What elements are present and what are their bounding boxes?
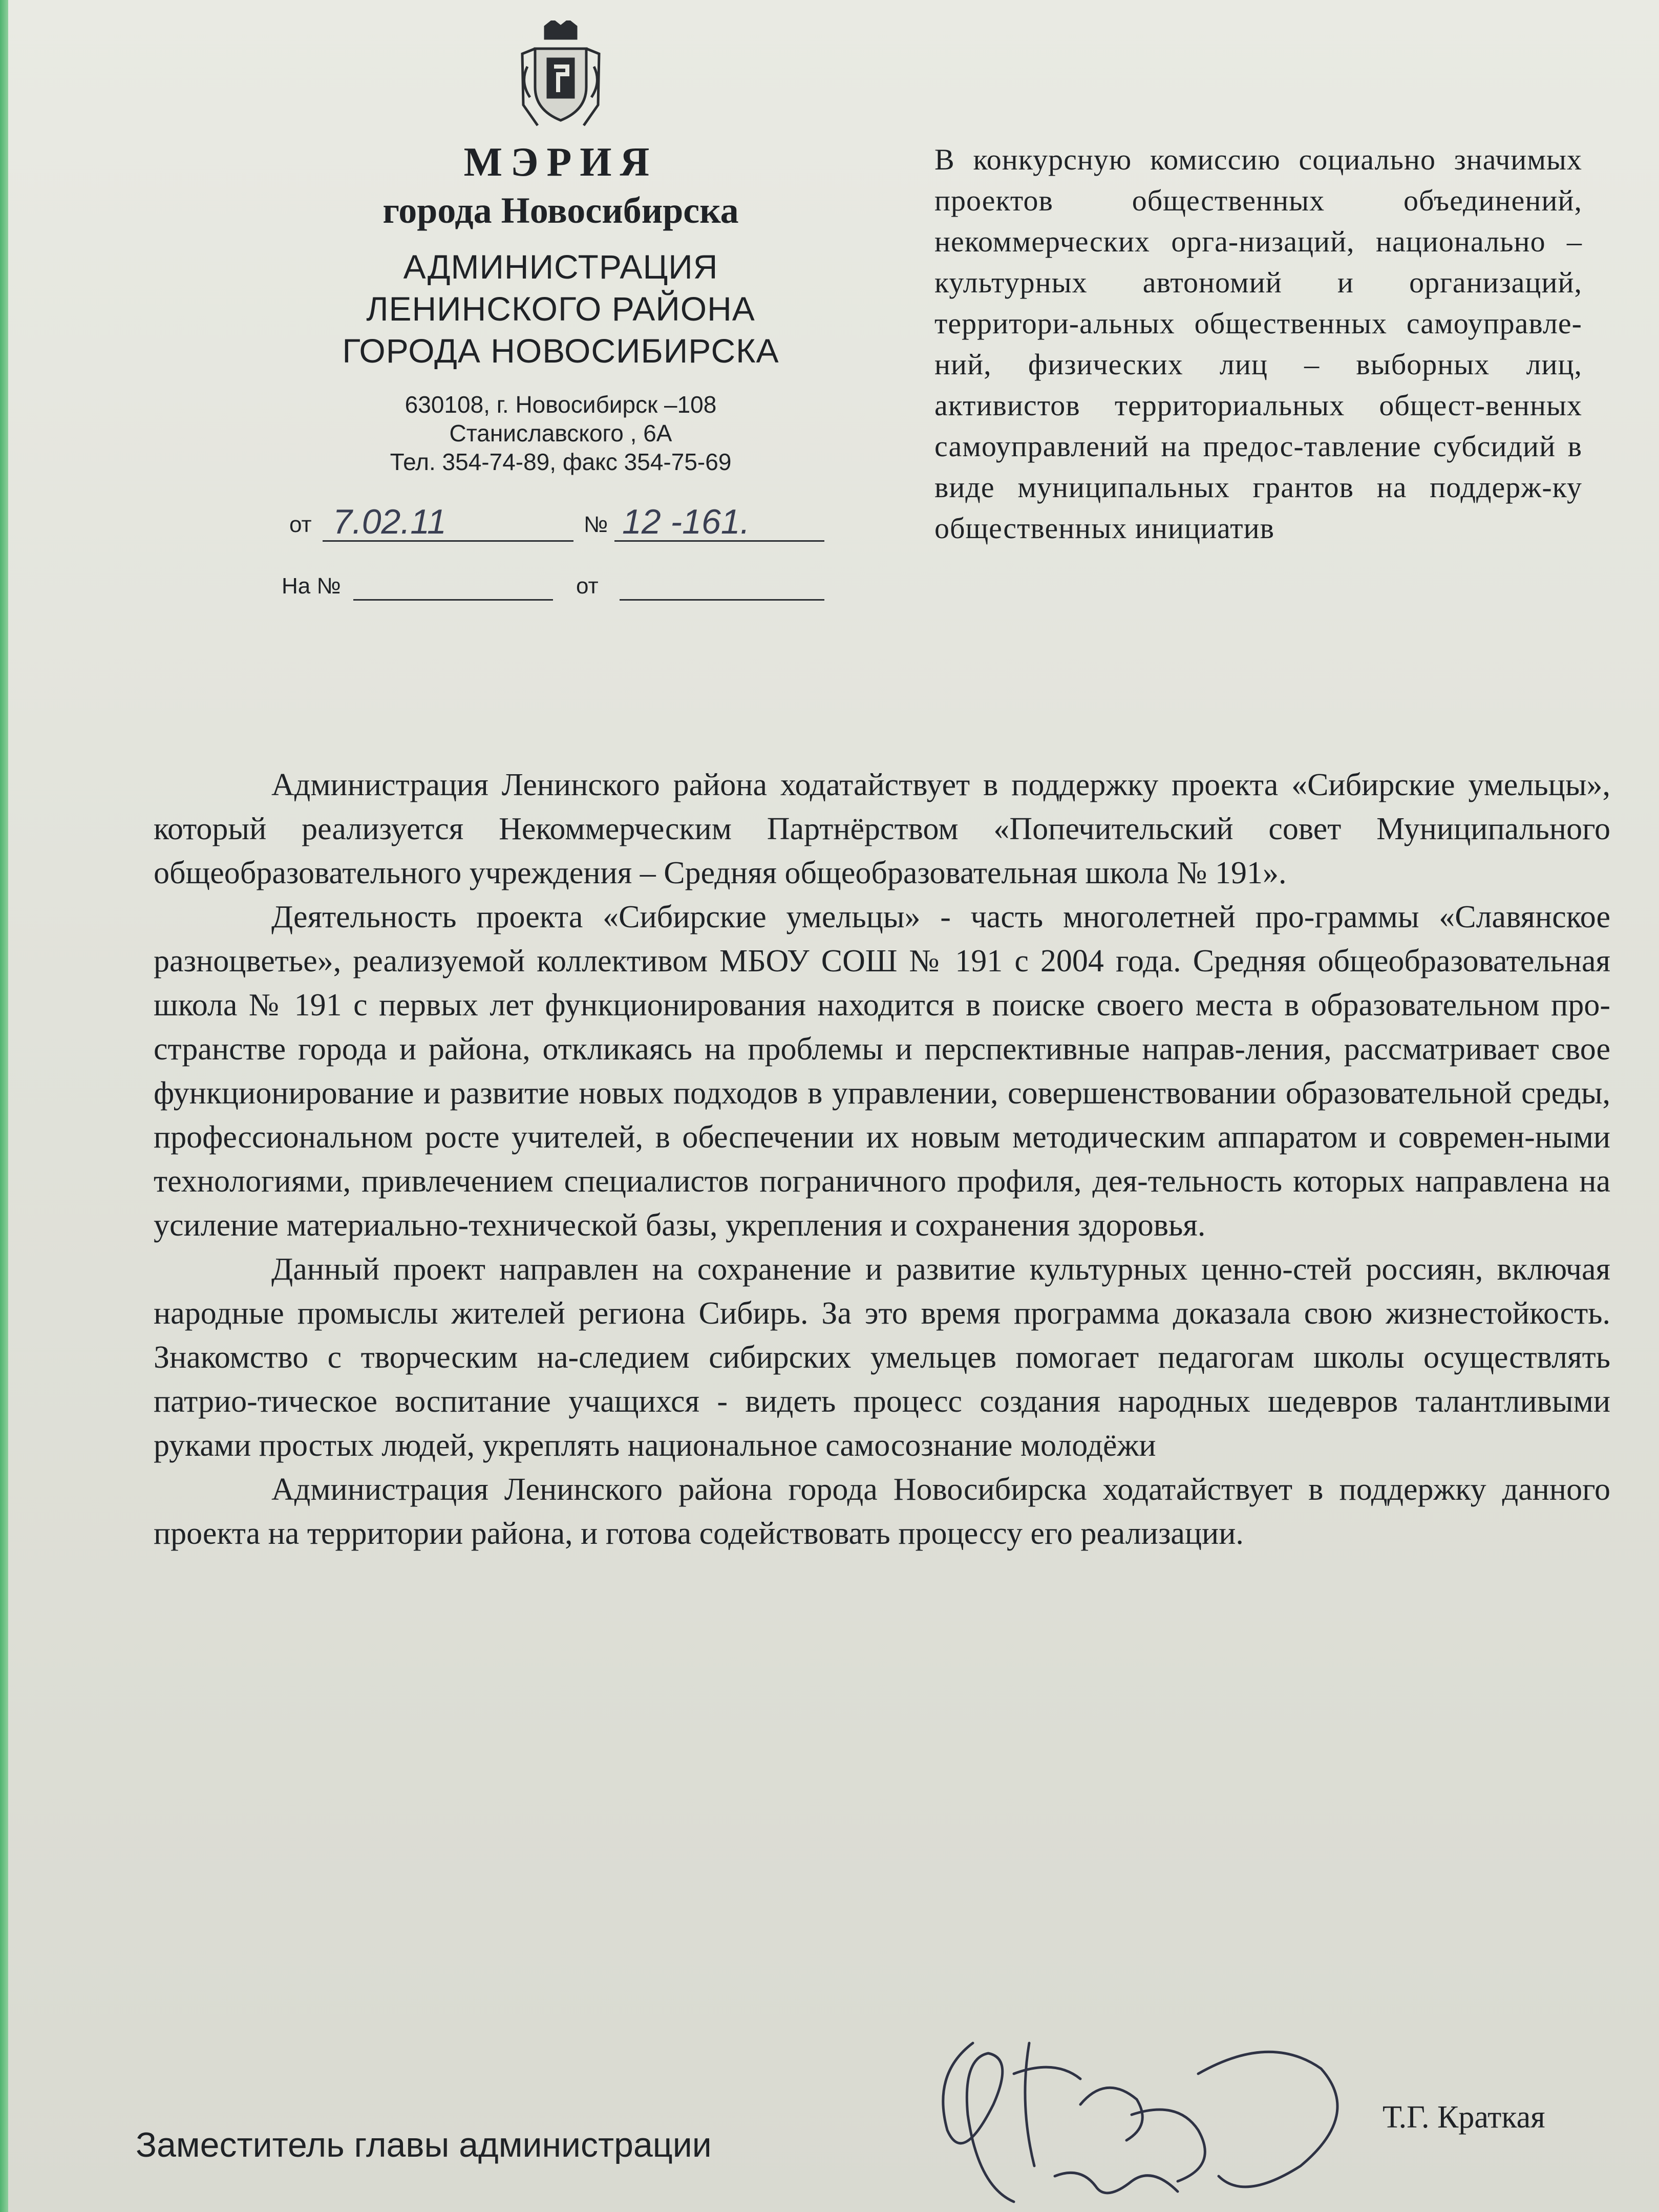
from-label: от (289, 512, 312, 537)
signatory-name: Т.Г. Краткая (1382, 2100, 1545, 2135)
admin-line: АДМИНИСТРАЦИЯ (403, 248, 718, 286)
reply-date-underline (620, 599, 824, 601)
body-paragraph: Администрация Ленинского района города Новосибирска ходатайствует в поддержку данного проекта на территории района, и готова содействовать процессу его реализации. (154, 1472, 1610, 1551)
body-paragraph: Деятельность проекта «Сибирские умельцы» - часть многолетней про-граммы «Славянское разноцветье», реализуемой коллективом МБОУ СОШ № 191 с 2004 года. Средняя общеобразовательная школа № 191 с первых лет функционирования находится в поиске своего места в образовательном про-странстве города и района, откликаясь на проблемы и перспективные направ-ления, рассматривает свое функционирование и развитие новых подходов в управлении, совершенствовании образовательной среды, профессиональном росте учителей, в обеспечении их новым методическим аппаратом и современ-ными технологиями, привлечением специалистов пограничного профиля, дея-тельность которых направлена на усиление материально-технической базы, укрепления и сохранения здоровья. (154, 900, 1610, 1243)
address-line: Станиславского , 6А (449, 420, 672, 446)
reply-underline (353, 599, 553, 601)
reply-from-label: от (576, 573, 599, 599)
header-administration (276, 246, 845, 372)
folder-edge (0, 0, 8, 2212)
number-label: № (584, 512, 608, 537)
admin-line: ЛЕНИНСКОГО РАЙОНА (366, 290, 755, 328)
reply-label: На № (282, 573, 341, 599)
signatory-title: Заместитель главы администрации (136, 2125, 712, 2164)
date-value: 7.02.11 (333, 502, 446, 541)
body-paragraph: Данный проект направлен на сохранение и развитие культурных ценно-стей россиян, включая народные промыслы жителей региона Сибирь. За это время программа доказала свою жизнестойкость. Знакомство с творческим на-следием сибирских умельцев помогает педагогам школы осуществлять патрио-тическое воспитание учащихся - видеть процесс создания народных шедевров талантливыми руками простых людей, укреплять национальное самосознание молодёжи (154, 1252, 1610, 1463)
header-meria: МЭРИЯ (463, 140, 658, 185)
coat-of-arms-icon (517, 20, 604, 131)
header-city: города Новосибирска (382, 190, 739, 231)
body-paragraph: Администрация Ленинского района ходатайствует в поддержку проекта «Сибирские умельцы», который реализуется Некоммерческим Партнёрством «Попечительский совет Муниципального общеобразовательного учреждения – Средняя общеобразовательная школа № 191». (154, 768, 1610, 890)
header-address (276, 390, 845, 476)
letter-body (154, 763, 1610, 1556)
admin-line: ГОРОДА НОВОСИБИРСКА (342, 332, 779, 370)
handwritten-signature (911, 2012, 1372, 2212)
number-value: 12 -161. (622, 502, 750, 541)
address-line: 630108, г. Новосибирск –108 (405, 391, 717, 418)
address-line: Тел. 354-74-89, факс 354-75-69 (390, 449, 732, 475)
addressee: В конкурсную комиссию социально значимых проектов общественных объединений, некоммерческих орга-низаций, национально – культурных автономий и организаций, территори-альных общественных самоуправле-ний, физических лиц – выборных лиц, активистов территориальных общест-венных самоуправлений на предос-тавление субсидий в виде муниципальных грантов на поддерж-ку общественных инициатив (934, 143, 1582, 545)
